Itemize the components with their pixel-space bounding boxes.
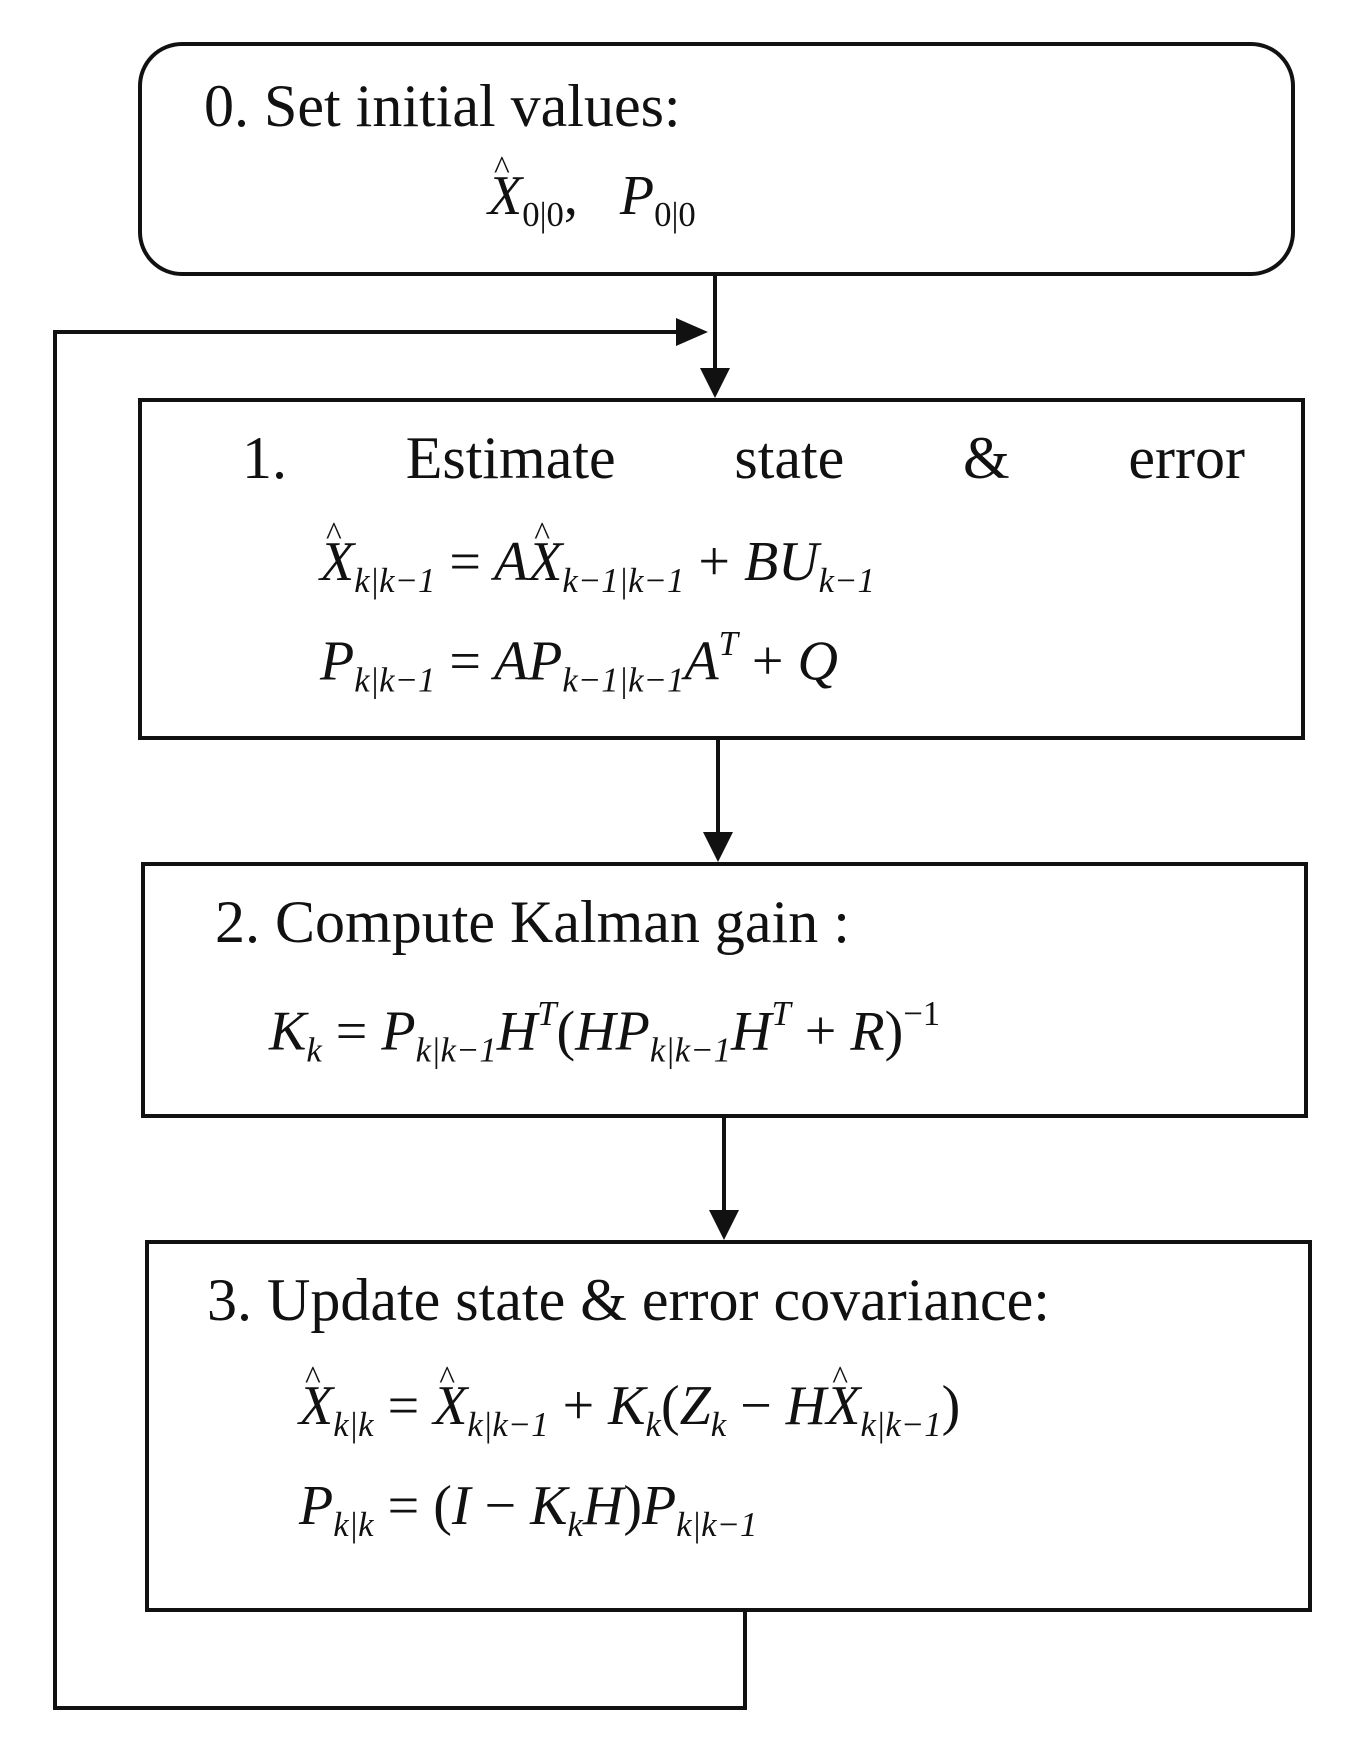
close-paren: ) xyxy=(623,1475,642,1537)
transpose-superscript: T xyxy=(537,994,557,1033)
process-noise-q: Q xyxy=(797,630,838,693)
subscript: k xyxy=(710,1405,727,1445)
subscript: k|k−1 xyxy=(415,1030,497,1070)
step1-title-word: error xyxy=(1128,425,1245,491)
p-symbol: P xyxy=(320,630,355,693)
arrowhead-0-to-1 xyxy=(700,368,730,398)
subscript: k−1 xyxy=(818,561,875,601)
subscript: k|k−1 xyxy=(860,1405,942,1445)
subscript: k xyxy=(645,1405,661,1445)
k-symbol: K xyxy=(608,1375,646,1437)
transpose-superscript: T xyxy=(771,994,791,1033)
matrix-a: A xyxy=(684,630,719,693)
subscript: k xyxy=(567,1505,583,1545)
subscript: k−1|k−1 xyxy=(562,561,685,601)
step1-title-word: state xyxy=(734,425,845,491)
measurement-noise-r: R xyxy=(850,1000,885,1063)
step1-box xyxy=(138,398,1305,740)
equals-sign: = xyxy=(449,531,481,593)
k-symbol: K xyxy=(269,1000,307,1063)
identity-i: I xyxy=(451,1475,471,1537)
close-paren: ) xyxy=(884,1000,904,1063)
covariance-prediction-equation xyxy=(320,624,838,700)
separator: , xyxy=(563,165,578,227)
x-hat-symbol: ^ X xyxy=(433,1374,467,1438)
h-symbol: H xyxy=(496,1000,538,1063)
equals-sign: = xyxy=(335,1000,368,1063)
plus-sign: + xyxy=(751,630,784,693)
subscript: k|k xyxy=(333,1505,374,1545)
p-symbol: P xyxy=(641,1475,677,1537)
equals-sign: = xyxy=(449,630,481,693)
p-symbol: P xyxy=(619,165,655,227)
control-term: BU xyxy=(743,531,819,593)
hp-term: HP xyxy=(575,1000,650,1063)
minus-sign: − xyxy=(740,1375,772,1437)
step1-title-word: Estimate xyxy=(405,425,616,491)
equals-sign: = xyxy=(387,1375,420,1437)
arrowhead-1-to-2 xyxy=(703,832,733,862)
kalman-gain-equation xyxy=(269,994,940,1070)
step2-title: 2. Compute Kalman gain : xyxy=(215,889,850,955)
plus-sign: + xyxy=(804,1000,837,1063)
state-prediction-equation xyxy=(320,530,875,601)
arrowhead-2-to-3 xyxy=(709,1210,739,1240)
h-symbol: H xyxy=(582,1475,624,1537)
minus-sign: − xyxy=(484,1475,517,1537)
step1-title-word: & xyxy=(963,425,1010,491)
subscript: k−1|k−1 xyxy=(562,660,685,700)
step3-box xyxy=(145,1240,1312,1612)
x-hat-symbol: ^ X xyxy=(826,1374,860,1438)
h-symbol: H xyxy=(730,1000,772,1063)
subscript: k xyxy=(306,1030,322,1070)
subscript: k|k−1 xyxy=(354,561,436,601)
h-symbol: H xyxy=(785,1375,827,1437)
subscript: k|k xyxy=(333,1405,374,1445)
subscript: k|k−1 xyxy=(676,1505,758,1545)
open-paren: ( xyxy=(433,1475,452,1537)
step2-box xyxy=(141,862,1308,1118)
plus-sign: + xyxy=(562,1375,595,1437)
step0-title: 0. Set initial values: xyxy=(204,73,681,139)
x-hat-symbol: ^ X xyxy=(528,530,562,594)
x-hat-symbol: ^ X xyxy=(488,164,522,228)
p-symbol: P xyxy=(299,1475,334,1537)
equals-sign: = xyxy=(387,1475,420,1537)
open-paren: ( xyxy=(556,1000,576,1063)
x-hat-symbol: ^ X xyxy=(299,1374,333,1438)
step0-box xyxy=(138,42,1295,276)
state-update-equation xyxy=(299,1374,960,1445)
plus-sign: + xyxy=(698,531,730,593)
k-symbol: K xyxy=(530,1475,568,1537)
p-symbol: P xyxy=(381,1000,416,1063)
transpose-superscript: T xyxy=(718,624,738,663)
open-paren: ( xyxy=(660,1375,680,1437)
covariance-update-equation xyxy=(299,1474,757,1545)
step1-title-number: 1. xyxy=(242,425,287,491)
feedback-loop-arrowhead xyxy=(676,318,708,346)
step0-initial-values xyxy=(488,164,696,235)
subscript: k|k−1 xyxy=(354,660,436,700)
subscript: k|k−1 xyxy=(467,1405,549,1445)
x-hat-symbol: ^ X xyxy=(320,530,354,594)
ap-term: AP xyxy=(493,630,563,693)
inverse-superscript: −1 xyxy=(903,994,941,1033)
step3-title: 3. Update state & error covariance: xyxy=(207,1267,1050,1333)
close-paren: ) xyxy=(941,1375,961,1437)
z-symbol: Z xyxy=(679,1375,711,1437)
subscript: k|k−1 xyxy=(649,1030,731,1070)
x-subscript: 0|0 xyxy=(522,195,564,235)
step1-title xyxy=(242,424,1245,493)
matrix-a: A xyxy=(493,531,529,593)
p-subscript: 0|0 xyxy=(654,195,696,235)
